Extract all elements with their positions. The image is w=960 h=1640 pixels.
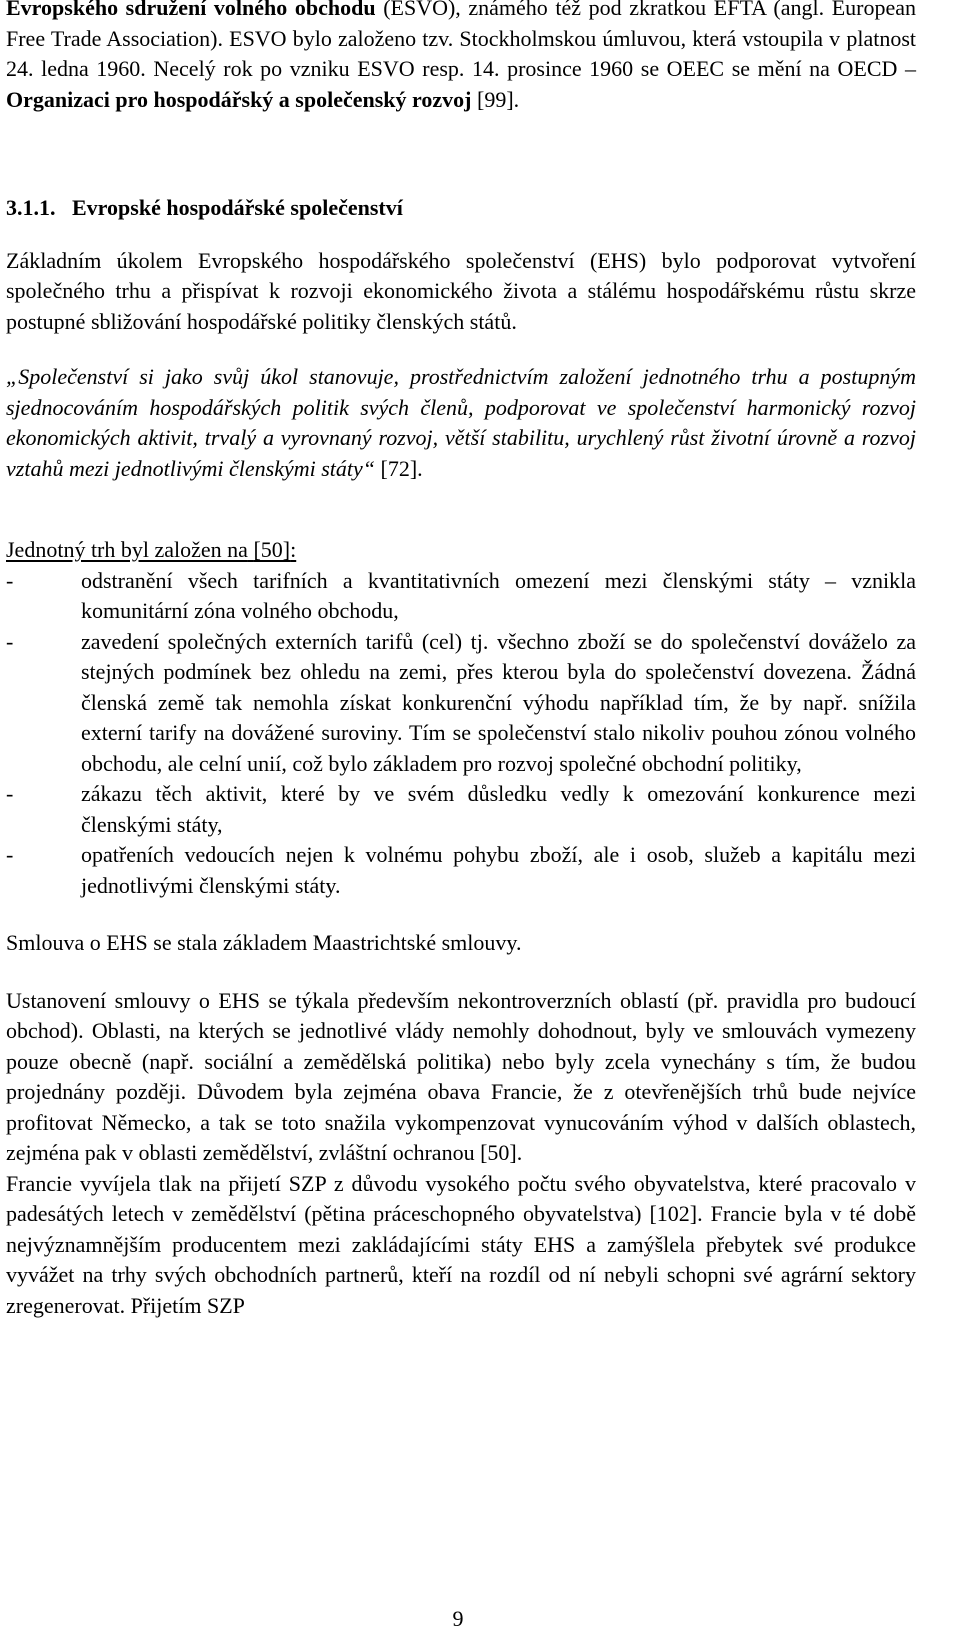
quote-ref: [72].: [375, 455, 423, 481]
list-dash: -: [6, 842, 14, 867]
page-number: 9: [452, 1606, 464, 1631]
intro-text: (ESVO), známého též pod zkratkou EFTA (angl. European Free Trade Association). ESVO bylo založeno tzv. Stockholmskou úmluvou, která vstoupila v platnost 24. ledna 1960. Necelý rok po vzniku ESVO resp. 14. prosince 1960 se OEEC se mění na OECD –: [6, 0, 916, 81]
list-dash: -: [6, 781, 14, 806]
list-dash: -: [6, 567, 14, 593]
section-title: Evropské hospodářské společenství: [72, 195, 403, 220]
paragraph-provisions: Ustanovení smlouvy o EHS se týkala především nekontroverzních oblastí (př. pravidla pro budoucí obchod). Oblasti, na kterých se jednotlivé vlády nemohly dohodnout, byly ve smlouvách vymezeny pouze obecně (např. sociální a zemědělská politika) nebo byly zcela vynechány s tím, že budou projednány později. Důvodem byla zejména obava Francie, že z otevřenějších trhů bude nejvíce profitovat Německo, a tak se toto snažila vykompenzovat vynucováním výhod v dalších oblastech, zejména pak v oblasti zemědělství, zvláštní ochranou [50].: [6, 987, 916, 1165]
intro-ref: [99].: [471, 86, 520, 112]
single-market-list: [6, 566, 916, 902]
single-market-ref: [50]: [253, 537, 291, 562]
section-heading: [6, 193, 916, 224]
list-item: [6, 566, 916, 627]
single-market-colon: :: [290, 537, 297, 562]
intro-bold-term: Evropského sdružení volného obchodu: [6, 0, 376, 20]
section-number: 3.1.1.: [6, 195, 56, 220]
list-item-text: opatřeních vedoucích nejen k volnému pohybu zboží, ale i osob, služeb a kapitálu mezi jednotlivými členskými státy.: [81, 842, 916, 898]
list-item: [6, 779, 916, 840]
quote-text: „Společenství si jako svůj úkol stanovuje, prostřednictvím založení jednotného trhu a postupným sjednocováním hospodářských politik svých členů, podporovat ve společenství harmonický rozvoj ekonomických aktivit, trvalý a vyrovnaný rozvoj, větší stabilitu, urychlený růst životní úrovně a rozvoj vztahů mezi jednotlivými členskými státy“: [6, 364, 916, 481]
list-item-text: odstranění všech tarifních a kvantitativních omezení mezi členskými státy – vznikla komunitární zóna volného obchodu,: [81, 567, 916, 623]
intro-paragraph: [6, 0, 916, 115]
list-item: [6, 840, 916, 901]
intro-org-name: Organizaci pro hospodářský a společenský rozvoj: [6, 86, 472, 112]
list-dash: -: [6, 628, 14, 654]
single-market-heading: [6, 535, 916, 566]
list-item: [6, 627, 916, 780]
list-item-text: zavedení společných externích tarifů (cel) tj. všechno zboží se do společenství dováželo za stejných podmínek bez ohledu na zemi, přes kterou byla do společenství dovezena. Žádná členská země tak nemohla získat konkurenční výhodu například tím, že by např. snížila externí tarify na dovážené suroviny. Tím se společenství stalo nikoliv pouhou zónou volného obchodu, ale celní unií, což bylo základem pro rozvoj společné obchodní politiky,: [81, 628, 916, 776]
single-market-heading-text: Jednotný trh byl založen na: [6, 537, 248, 562]
list-item-text: zákazu těch aktivit, které by ve svém důsledku vedly k omezování konkurence mezi členskými státy,: [81, 781, 916, 837]
paragraph-france: Francie vyvíjela tlak na přijetí SZP z důvodu vysokého počtu svého obyvatelstva, které pracovalo v padesátých letech v zemědělství (pětina práceschopného obyvatelstva) [102]. Francie byla v té době nejvýznamnějším producentem mezi zakládajícími státy EHS a zamýšlela přebytek své produkce vyvážet na trhy svých obchodních partnerů, kteří na rozdíl od ní nebyli schopni své agrární sektory zregenerovat. Přijetím SZP: [6, 1170, 916, 1318]
quote-paragraph: [6, 362, 916, 484]
paragraph-maastricht: Smlouva o EHS se stala základem Maastrichtské smlouvy.: [6, 930, 522, 955]
paragraph-ehs-goal: Základním úkolem Evropského hospodářského společenství (EHS) bylo podporovat vytvoření společného trhu a přispívat k rozvoji ekonomického života a stálému hospodářskému růstu skrze postupné sbližování hospodářské politiky členských států.: [6, 247, 916, 334]
